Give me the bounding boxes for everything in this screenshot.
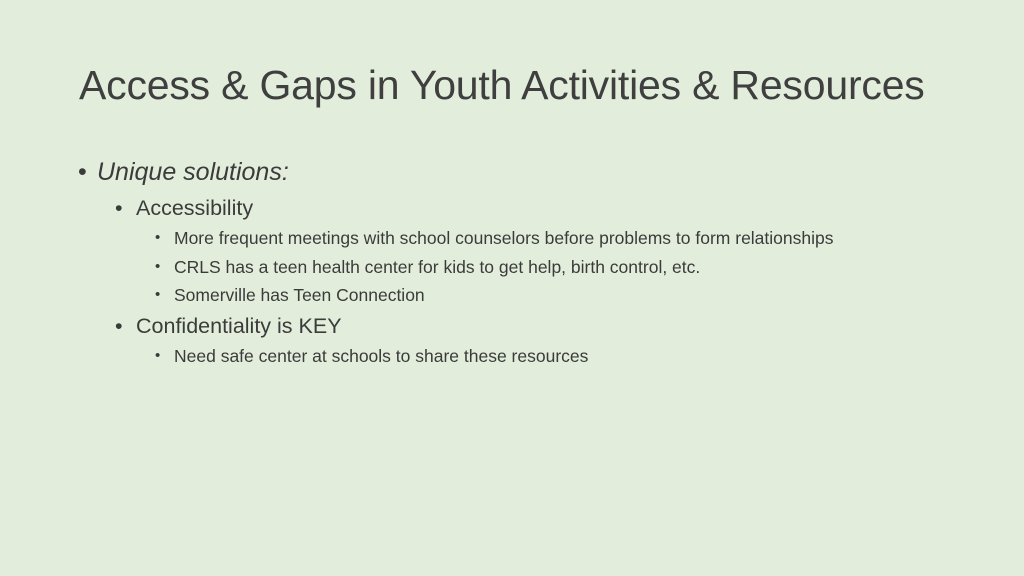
bullet-dot-icon: •	[115, 314, 123, 338]
bullet-text: CRLS has a teen health center for kids to get help, birth control, etc.	[174, 257, 701, 277]
bullet-dot-icon: •	[78, 158, 87, 186]
bullet-text: More frequent meetings with school counselors before problems to form relationships	[174, 228, 834, 248]
bullet-dot-icon: •	[115, 196, 123, 220]
bullet-text: Need safe center at schools to share these resources	[174, 346, 589, 366]
bullet-text: Somerville has Teen Connection	[174, 285, 425, 305]
bullet-dot-icon: •	[155, 347, 161, 364]
bullet-text: Accessibility	[136, 196, 254, 220]
bullet-text: Confidentiality is KEY	[136, 314, 342, 338]
bullet-text: Unique solutions:	[97, 158, 289, 186]
bullet-dot-icon: •	[155, 258, 161, 275]
slide-title: Access & Gaps in Youth Activities & Resources	[79, 62, 925, 108]
bullet-dot-icon: •	[155, 229, 161, 246]
bullet-dot-icon: •	[155, 286, 161, 303]
